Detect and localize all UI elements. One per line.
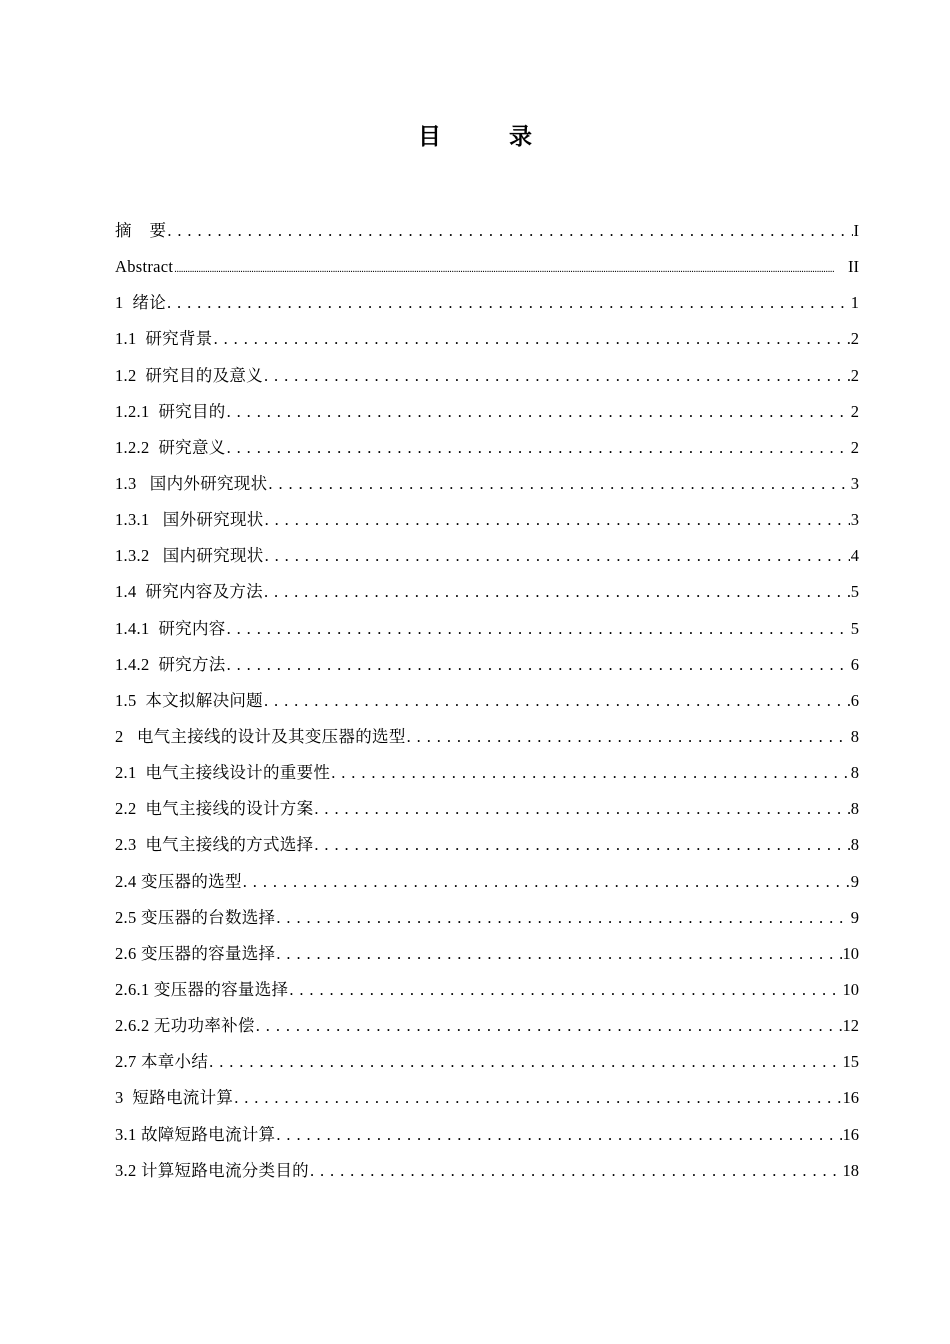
toc-entry-page-number: 15 xyxy=(842,1052,859,1072)
toc-dot-leader xyxy=(243,872,850,892)
toc-entry[interactable] xyxy=(115,249,859,285)
toc-entry[interactable] xyxy=(115,321,859,357)
toc-dot-leader xyxy=(227,655,850,675)
toc-dot-leader xyxy=(289,980,841,1000)
toc-entry[interactable] xyxy=(115,611,859,647)
toc-entry-page-number: 12 xyxy=(842,1016,859,1036)
toc-entry-label: 2.6.2 无功功率补偿 xyxy=(115,1016,255,1036)
toc-entry-page-number: 9 xyxy=(850,907,859,927)
toc-dot-leader xyxy=(310,1161,842,1181)
table-of-contents xyxy=(115,213,859,1189)
toc-entry-label: 3.2 计算短路电流分类目的 xyxy=(115,1160,309,1180)
toc-entry-page-number: 18 xyxy=(842,1160,859,1180)
toc-entry-page-number: 16 xyxy=(842,1124,859,1144)
toc-entry-label: 1 绪论 xyxy=(115,293,166,313)
toc-dot-leader xyxy=(314,799,849,819)
toc-entry-label: 2.5 变压器的台数选择 xyxy=(115,907,276,927)
toc-entry-label: 1.5 本文拟解决问题 xyxy=(115,690,263,710)
toc-entry-page-number: 8 xyxy=(850,835,859,855)
toc-dot-leader xyxy=(167,221,852,241)
toc-dot-leader xyxy=(264,366,850,386)
toc-entry[interactable] xyxy=(115,936,859,972)
toc-entry-page-number: 5 xyxy=(850,618,859,638)
toc-entry-label: 3.1 故障短路电流计算 xyxy=(115,1124,276,1144)
toc-entry-page-number: 16 xyxy=(842,1088,859,1108)
toc-entry[interactable] xyxy=(115,466,859,502)
toc-entry-label: 2.2 电气主接线的设计方案 xyxy=(115,799,314,819)
toc-entry-page-number: 6 xyxy=(850,690,859,710)
toc-dot-leader xyxy=(227,402,850,422)
toc-entry[interactable] xyxy=(115,574,859,610)
toc-entry[interactable] xyxy=(115,755,859,791)
toc-entry-label: 3 短路电流计算 xyxy=(115,1088,234,1108)
toc-entry[interactable] xyxy=(115,972,859,1008)
toc-entry[interactable] xyxy=(115,683,859,719)
toc-entry[interactable] xyxy=(115,864,859,900)
toc-dot-leader xyxy=(314,835,849,855)
toc-entry-page-number: II xyxy=(848,257,859,277)
page-title: 目 录 xyxy=(417,124,562,150)
toc-entry-page-number: 2 xyxy=(850,365,859,385)
toc-entry[interactable] xyxy=(115,900,859,936)
toc-entry-label: 摘 要 xyxy=(115,221,167,241)
toc-dot-leader xyxy=(227,438,850,458)
toc-entry-page-number: 1 xyxy=(850,293,859,313)
toc-entry-label: 2.7 本章小结 xyxy=(115,1052,209,1072)
toc-entry[interactable] xyxy=(115,1080,859,1116)
toc-entry-page-number: 2 xyxy=(850,329,859,349)
toc-dot-leader xyxy=(276,1125,841,1145)
toc-entry-page-number: I xyxy=(853,221,859,241)
toc-entry[interactable] xyxy=(115,502,859,538)
toc-dot-leader xyxy=(268,474,849,494)
toc-entry-label: Abstract xyxy=(115,257,174,277)
toc-entry-page-number: 2 xyxy=(850,401,859,421)
toc-entry-page-number: 4 xyxy=(850,546,859,566)
toc-entry[interactable] xyxy=(115,430,859,466)
toc-entry-label: 1.1 研究背景 xyxy=(115,329,213,349)
toc-entry-label: 1.2.2 研究意义 xyxy=(115,437,226,457)
toc-entry-label: 1.4.1 研究内容 xyxy=(115,618,226,638)
toc-entry-page-number: 8 xyxy=(850,799,859,819)
toc-dot-leader xyxy=(331,763,850,783)
toc-dot-leader xyxy=(209,1052,841,1072)
toc-dot-leader xyxy=(227,619,850,639)
toc-entry[interactable] xyxy=(115,213,859,249)
toc-entry[interactable] xyxy=(115,358,859,394)
toc-entry[interactable] xyxy=(115,791,859,827)
toc-entry-page-number: 10 xyxy=(842,943,859,963)
toc-entry[interactable] xyxy=(115,719,859,755)
toc-entry-label: 1.3 国内外研究现状 xyxy=(115,474,268,494)
toc-entry[interactable] xyxy=(115,827,859,863)
toc-entry-label: 1.2 研究目的及意义 xyxy=(115,365,263,385)
toc-dot-leader xyxy=(167,293,850,313)
toc-entry-label: 1.4 研究内容及方法 xyxy=(115,582,263,602)
toc-dot-leader xyxy=(276,908,849,928)
toc-entry[interactable] xyxy=(115,1117,859,1153)
toc-entry-label: 1.4.2 研究方法 xyxy=(115,654,226,674)
toc-entry[interactable] xyxy=(115,1008,859,1044)
toc-entry-page-number: 3 xyxy=(850,474,859,494)
toc-entry-page-number: 2 xyxy=(850,437,859,457)
toc-dot-leader xyxy=(234,1088,841,1108)
toc-dot-leader xyxy=(264,691,850,711)
toc-entry-label: 1.2.1 研究目的 xyxy=(115,401,226,421)
toc-entry-page-number: 9 xyxy=(850,871,859,891)
toc-dot-leader xyxy=(407,727,850,747)
toc-entry-label: 2.6 变压器的容量选择 xyxy=(115,943,276,963)
toc-dot-leader xyxy=(256,1016,842,1036)
toc-entry-label: 1.3.2 国内研究现状 xyxy=(115,546,264,566)
toc-entry[interactable] xyxy=(115,1153,859,1189)
toc-dot-leader xyxy=(276,944,841,964)
toc-entry[interactable] xyxy=(115,285,859,321)
toc-entry[interactable] xyxy=(115,394,859,430)
toc-entry-label: 2.3 电气主接线的方式选择 xyxy=(115,835,314,855)
toc-entry-page-number: 10 xyxy=(842,980,859,1000)
toc-entry-page-number: 3 xyxy=(850,510,859,530)
toc-dot-leader xyxy=(265,510,850,530)
toc-entry-label: 2.1 电气主接线设计的重要性 xyxy=(115,763,331,783)
toc-dot-leader xyxy=(214,329,850,349)
toc-entry[interactable] xyxy=(115,647,859,683)
toc-entry-label: 2.6.1 变压器的容量选择 xyxy=(115,980,289,1000)
toc-entry-label: 2.4 变压器的选型 xyxy=(115,871,242,891)
toc-dot-leader xyxy=(264,582,850,602)
toc-entry-page-number: 5 xyxy=(850,582,859,602)
toc-dot-leader xyxy=(265,546,850,566)
toc-entry[interactable] xyxy=(115,538,859,574)
toc-entry-page-number: 8 xyxy=(850,763,859,783)
toc-entry[interactable] xyxy=(115,1044,859,1080)
toc-entry-label: 2 电气主接线的设计及其变压器的选型 xyxy=(115,727,406,747)
toc-entry-label: 1.3.1 国外研究现状 xyxy=(115,510,264,530)
toc-entry-page-number: 8 xyxy=(850,727,859,747)
toc-entry-page-number: 6 xyxy=(850,654,859,674)
toc-dot-leader xyxy=(174,257,847,277)
